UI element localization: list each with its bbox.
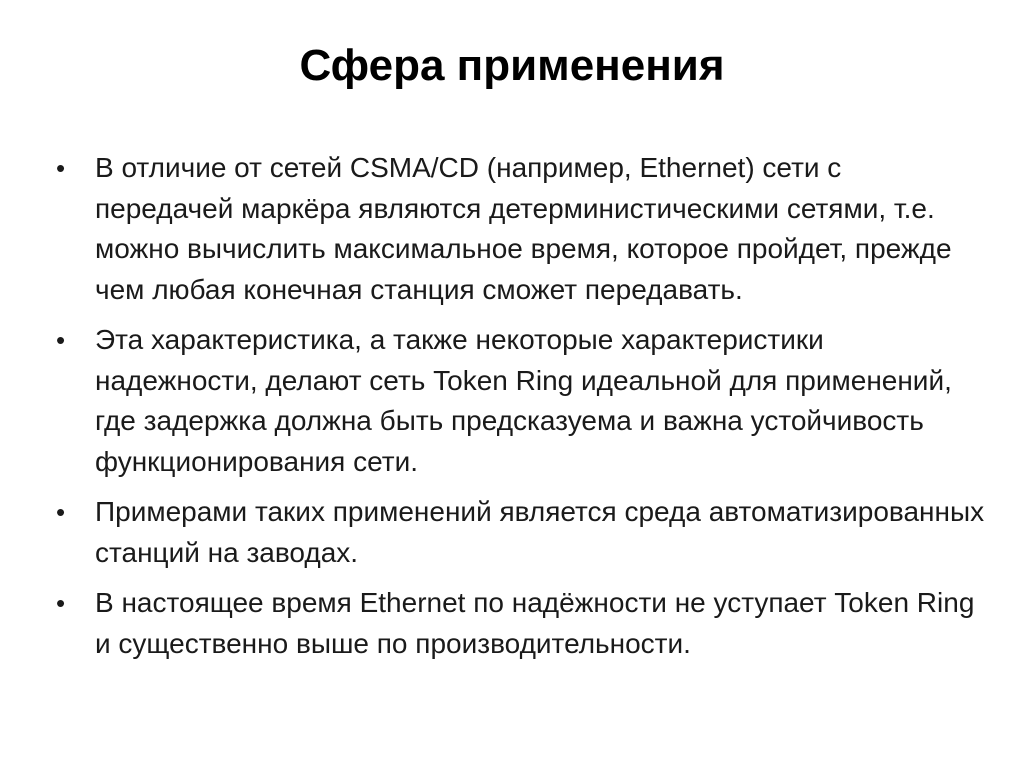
bullet-list: [52, 148, 987, 674]
bullet-dot-icon: •: [56, 153, 66, 183]
bullet-item: [52, 492, 987, 573]
slide-title: Сфера применения: [299, 41, 725, 90]
bullet-item: [52, 148, 987, 310]
bullet-text: Примерами таких применений является среда автоматизированных станций на заводах.: [95, 496, 985, 568]
bullet-dot-icon: •: [56, 325, 66, 355]
bullet-item: [52, 583, 987, 664]
bullet-dot-icon: •: [56, 497, 66, 527]
bullet-dot-icon: •: [56, 588, 66, 618]
bullet-text: В настоящее время Ethernet по надёжности не уступает Token Ring и существенно выше по производительности.: [95, 587, 975, 659]
bullet-item: [52, 320, 987, 482]
bullet-text: В отличие от сетей CSMA/CD (например, Ethernet) сети с передачей маркёра являются детерминистическими сетями, т.е. можно вычислить максимальное время, которое пройдет, прежде чем любая конечная станция сможет передавать.: [95, 152, 952, 305]
bullet-text: Эта характеристика, а также некоторые характеристики надежности, делают сеть Token Ring идеальной для применений, где задержка должна быть предсказуема и важна устойчивость функционирования сети.: [95, 324, 952, 477]
